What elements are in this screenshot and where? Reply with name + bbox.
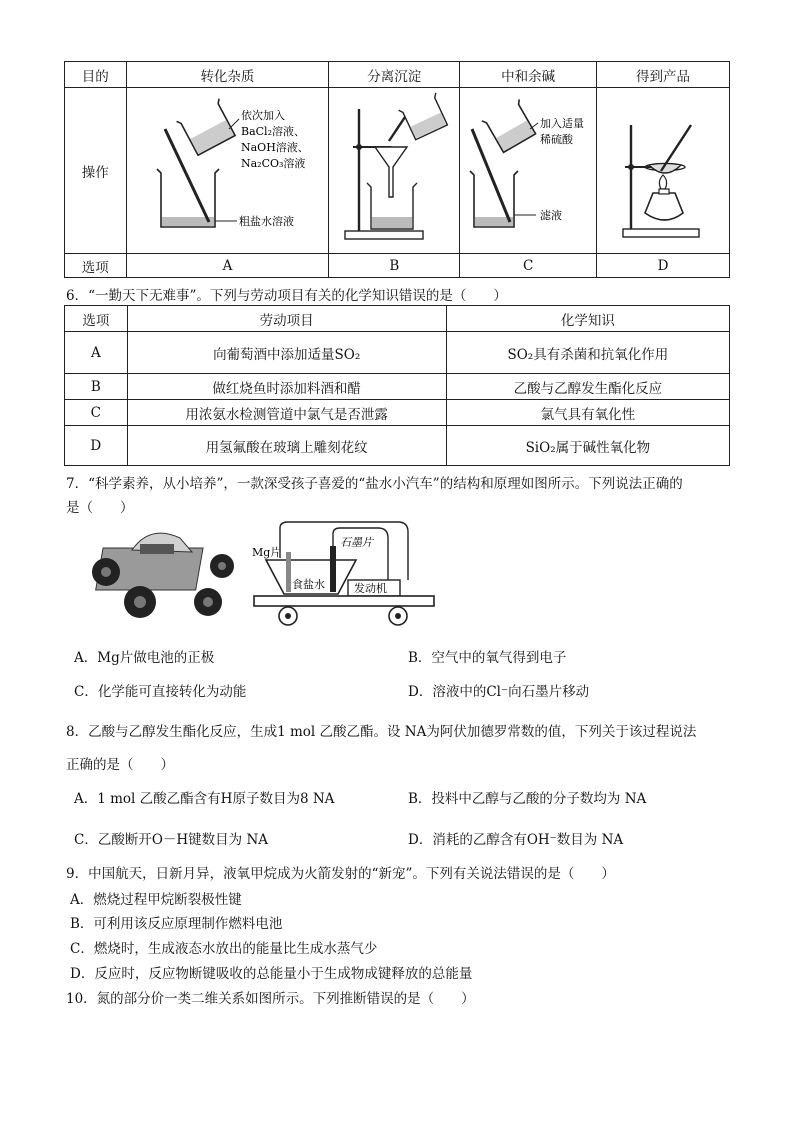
q9-option-d: D．反应时，反应物断键吸收的总能量小于生成物成键释放的总能量 xyxy=(70,966,473,982)
figure-a-cell xyxy=(126,88,329,254)
choice-a: A xyxy=(126,254,329,278)
procedure-table xyxy=(64,61,730,278)
header-purpose: 目的 xyxy=(65,62,127,88)
q9-option-c: C．燃烧时，生成液态水放出的能量比生成水蒸气少 xyxy=(70,941,378,957)
neutralize-figure xyxy=(462,89,594,249)
q6-header-knowledge: 化学知识 xyxy=(446,306,729,332)
q8-option-c: C．乙酸断开O－H键数目为 NA xyxy=(74,832,269,848)
label-mg-strip: Mg片 xyxy=(252,546,282,559)
c-label-filtrate: 滤液 xyxy=(540,208,563,222)
q6-row-a-labor: 向葡萄酒中添加适量SO₂ xyxy=(127,332,446,374)
header-neutralize: 中和余碱 xyxy=(460,62,597,88)
q8-stem-line1: 8．乙酸与乙醇发生酯化反应，生成1 mol 乙酸乙酯。设 NA为阿伏加德罗常数的值，下列关于该过程说法 xyxy=(66,724,697,740)
beaker-pouring-figure xyxy=(129,89,325,249)
a-label-2: BaCl₂溶液、 xyxy=(241,124,306,138)
q6-row-c-knowledge: 氯气具有氧化性 xyxy=(446,400,729,426)
q6-header-labor: 劳动项目 xyxy=(127,306,446,332)
figure-d-cell xyxy=(597,88,730,254)
q6-header-option: 选项 xyxy=(65,306,128,332)
a-label-1: 依次加入 xyxy=(241,108,286,122)
q8-option-a: A．1 mol 乙酸乙酯含有H原子数目为8 NA xyxy=(74,791,335,807)
q6-row-b-option: B xyxy=(65,374,128,400)
q6-stem: 6．“一勤天下无难事”。下列与劳动项目有关的化学知识错误的是（ ） xyxy=(66,288,507,304)
q7-option-c: C．化学能可直接转化为动能 xyxy=(74,684,247,700)
q8-option-d: D．消耗的乙醇含有OH⁻数目为 NA xyxy=(408,832,624,848)
q6-row-b-knowledge: 乙酸与乙醇发生酯化反应 xyxy=(446,374,729,400)
header-convert: 转化杂质 xyxy=(126,62,329,88)
c-label-1: 加入适量 xyxy=(540,116,585,130)
q9-stem: 9．中国航天，日新月异，液氧甲烷成为火箭发射的“新宠”。下列有关说法错误的是（ ） xyxy=(66,866,615,882)
q7-stem-line1: 7．“科学素养，从小培养”，一款深受孩子喜爱的“盐水小汽车”的结构和原理如图所示。下列说法正确的 xyxy=(66,476,683,492)
q6-row-c-labor: 用浓氨水检测管道中氯气是否泄露 xyxy=(127,400,446,426)
label-salt-water: 食盐水 xyxy=(292,578,325,591)
header-product: 得到产品 xyxy=(597,62,730,88)
header-separate: 分离沉淀 xyxy=(329,62,460,88)
a-label-solution: 粗盐水溶液 xyxy=(239,214,295,228)
q6-row-d-labor: 用氢氟酸在玻璃上雕刻花纹 xyxy=(127,426,446,466)
label-motor: 发动机 xyxy=(354,582,387,595)
q9-option-a: A．燃烧过程甲烷断裂极性键 xyxy=(70,892,242,908)
row-label-operation: 操作 xyxy=(65,88,127,254)
q6-row-a-option: A xyxy=(65,332,128,374)
figure-c-cell xyxy=(460,88,597,254)
q6-row-a-knowledge: SO₂具有杀菌和抗氧化作用 xyxy=(446,332,729,374)
choice-d: D xyxy=(597,254,730,278)
q6-row-d-option: D xyxy=(65,426,128,466)
label-graphite-strip: 石墨片 xyxy=(340,536,373,549)
q6-row-b-labor: 做红烧鱼时添加料酒和醋 xyxy=(127,374,446,400)
q7-option-b: B．空气中的氧气得到电子 xyxy=(408,650,567,666)
q10-stem: 10．氮的部分价一类二维关系如图所示。下列推断错误的是（ ） xyxy=(66,991,475,1007)
q7-stem-line2: 是（ ） xyxy=(66,500,134,516)
row-label-choice: 选项 xyxy=(65,254,127,278)
q6-row-d-knowledge: SiO₂属于碱性氧化物 xyxy=(446,426,729,466)
q7-option-d: D．溶液中的Cl⁻向石墨片移动 xyxy=(408,684,590,700)
q6-row-c-option: C xyxy=(65,400,128,426)
q8-stem-line2: 正确的是（ ） xyxy=(66,757,174,773)
q6-table xyxy=(64,305,730,466)
toy-car-photo xyxy=(80,520,240,622)
figure-b-cell xyxy=(329,88,460,254)
salt-water-car-diagram xyxy=(248,518,438,628)
a-label-3: NaOH溶液、 xyxy=(241,140,310,154)
filtration-figure xyxy=(331,89,457,249)
q7-option-a: A．Mg片做电池的正极 xyxy=(74,650,215,666)
c-label-2: 稀硫酸 xyxy=(540,132,574,146)
choice-c: C xyxy=(460,254,597,278)
q8-option-b: B．投料中乙醇与乙酸的分子数均为 NA xyxy=(408,791,647,807)
evaporation-figure xyxy=(599,89,727,249)
q9-option-b: B．可利用该反应原理制作燃料电池 xyxy=(70,916,283,932)
a-label-4: Na₂CO₃溶液 xyxy=(241,156,306,170)
choice-b: B xyxy=(329,254,460,278)
